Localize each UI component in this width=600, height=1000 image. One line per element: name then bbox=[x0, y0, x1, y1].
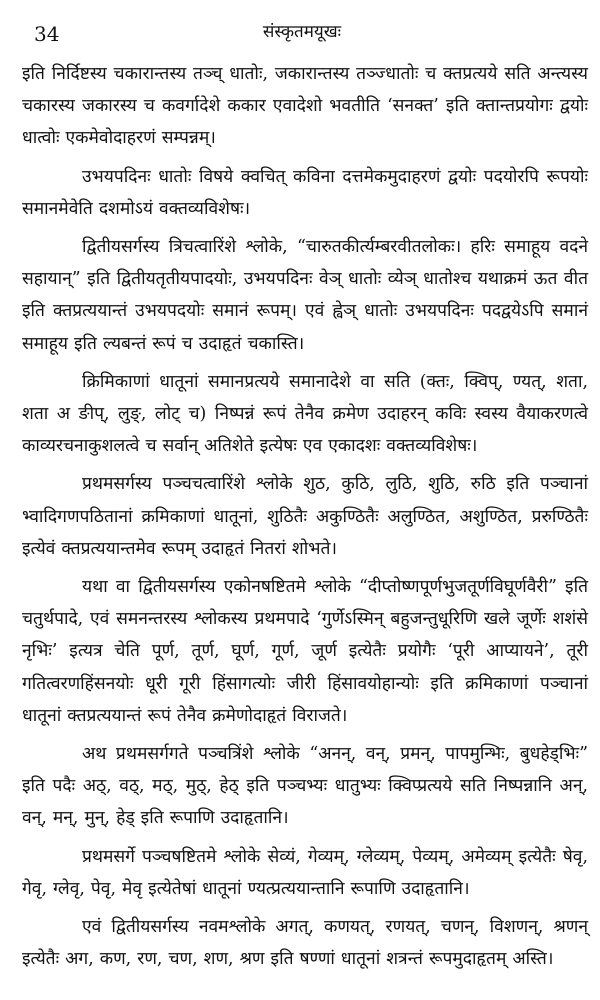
paragraph: द्वितीयसर्गस्य त्रिचत्वारिंशे श्लोके, “चारुतकीर्त्यम्बरवीतलोकः। हरिः समाहूय वदने सहायान्” इति द्वितीयतृतीयपादयोः, उभयपदिनः वेञ् धातोः व्येञ् धातोश्च यथाक्रमं ऊत वीत इति क्तप्रत्ययान्तं उभयपदयोः समानं रूपम्। एवं ह्वेञ् धातोः उभयपदिनः पदद्वयेऽपि समानं समाहूय इति ल्यबन्तं रूपं च उदाहृतं चकास्ति। bbox=[22, 237, 588, 354]
paragraph: इति निर्दिष्टस्य चकारान्तस्य तञ्च् धातोः, जकारान्तस्य तञ्ज्धातोः च क्तप्रत्यये सति अन्त्यस्य चकारस्य जकारस्य च कवर्गादेशे ककार एवादेशो भवतीति ‘सनक्त’ इति क्तान्तप्रयोगः द्वयोः धात्वोः एकमेवोदाहरणं सम्पन्नम्। bbox=[22, 64, 588, 149]
running-title: संस्कृतमयूखः bbox=[262, 22, 342, 42]
paragraph: क्रिमिकाणां धातूनां समानप्रत्यये समानादेशे वा सति (क्तः, क्विप्, ण्यत्, शता, शता अ ङीप्, लुङ्, लोट् च) निष्पन्नं रूपं तेनैव क्रमेण उदाहरन् कविः स्वस्य वैयाकरणत्वे काव्यरचनाकुशलत्वे च सर्वान् अतिशेते इत्येषः एव एकादशः वक्तव्यविशेषः। bbox=[22, 371, 588, 457]
paragraph: प्रथमसर्गे पञ्चषष्टितमे श्लोके सेव्यं, गेव्यम्, ग्लेव्यम्, पेव्यम्, अमेव्यम् इत्येतैः षेवृ, गेवृ, ग्लेवृ, पेवृ, मेवृ इत्येतेषां धातूनां ण्यत्प्रत्ययान्तानि रूपाणि उदाहृतानि। bbox=[22, 846, 588, 899]
page-header bbox=[16, 0, 588, 58]
body-text bbox=[16, 58, 588, 975]
page-number: 34 bbox=[34, 22, 60, 46]
paragraph: यथा वा द्वितीयसर्गस्य एकोनषष्टितमे श्लोके “दीप्तोष्णपूर्णभुजतूर्णविघूर्णवैरी” इति चतुर्थपादे, एवं समनन्तरस्य श्लोकस्य प्रथमपादे ‘गुर्णेऽस्मिन् बहुजन्तुधूरिणि खले जूर्णेः शशंसे नृभिः’ इत्यत्र चेति पूर्ण, तूर्ण, घूर्ण, गूर्ण, जूर्ण इत्येतैः प्रयोगैः ‘पूरी आप्यायने’, तूरी गतित्वरणहिंसनयोः धूरी गूरी हिंसागत्योः जीरी हिंसावयोहान्योः इति क्रमिकाणां पञ्चानां धातूनां क्तप्रत्ययान्तं रूपं तेनैव क्रमेणोदाहृतं विराजते। bbox=[22, 577, 588, 726]
paragraph: एवं द्वितीयसर्गस्य नवमश्लोके अगत्, कणयत्, रणयत्, चणन्, विशणन्, श्रणन् इत्येतैः अग, कण, रण, चण, शण, श्रण इति षण्णां धातूनां शत्रन्तं रूपमुदाहृतम् अस्ति। bbox=[22, 917, 588, 970]
paragraph: उभयपदिनः धातोः विषये क्वचित् कविना दत्तमेकमुदाहरणं द्वयोः पदयोरपि रूपयोः समानमेवेति दशमोऽयं वक्तव्यविशेषः। bbox=[22, 166, 588, 219]
paragraph: अथ प्रथमसर्गगते पञ्चत्रिंशे श्लोके “अनन्, वन्, प्रमन्, पापमुन्भिः, बुधहेड्भिः” इति पदैः अठ्, वठ्, मठ्, मुठ्, हेठ् इति पञ्चभ्यः धातुभ्यः क्विप्प्रत्यये सति निष्पन्नानि अन्, वन्, मन्, मुन्, हेड् इति रूपाणि उदाहृतानि। bbox=[22, 744, 588, 829]
paragraph: प्रथमसर्गस्य पञ्चचत्वारिंशे श्लोके शुठ, कुठि, लुठि, शुठि, रुठि इति पञ्चानां भ्वादिगणपठितानां क्रमिकाणां धातूनां, शुठितैः अकुण्ठितैः अलुण्ठित, अशुण्ठित, प्ररुण्ठितैः इत्येवं क्तप्रत्ययान्तमेव रूपम् उदाहृतं नितरां शोभते। bbox=[22, 474, 588, 559]
